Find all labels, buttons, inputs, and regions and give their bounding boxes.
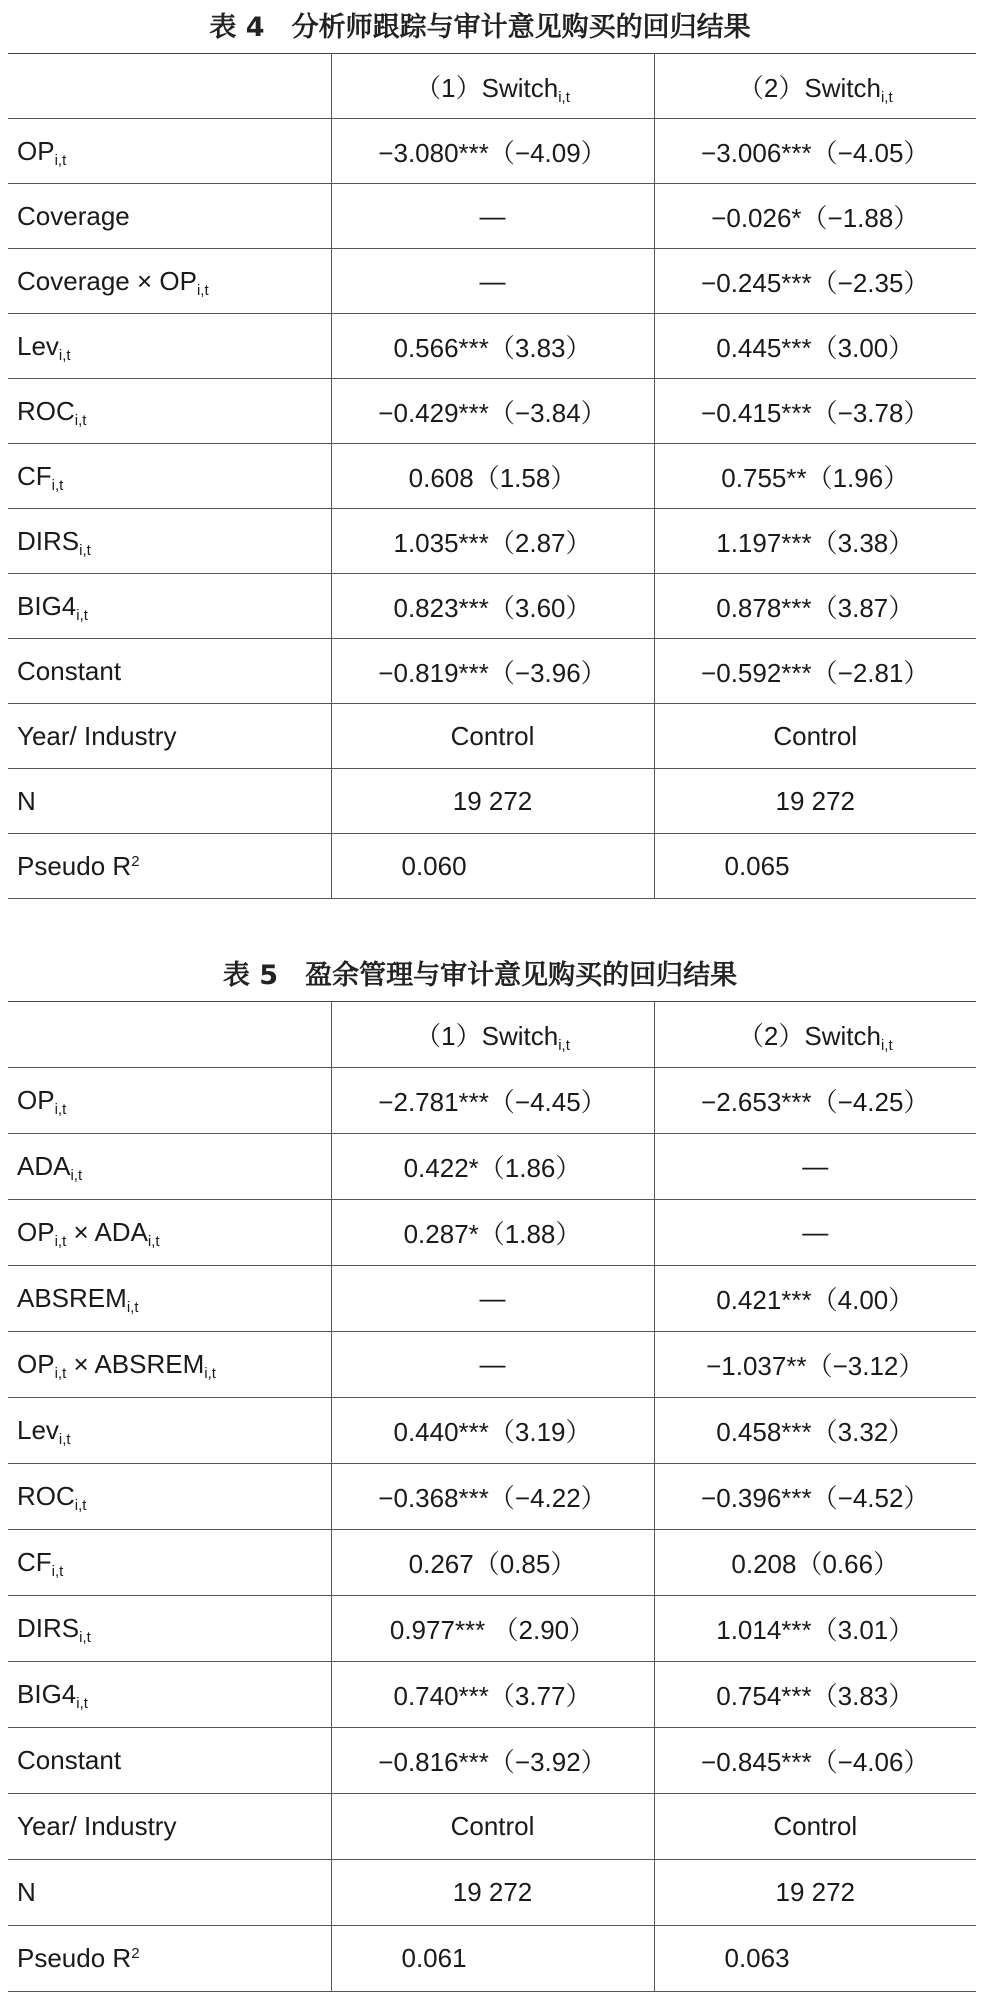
variable-name: OP xyxy=(17,1349,55,1379)
table-row xyxy=(8,184,976,249)
coef-cell-model-1: 0.566***（3.83） xyxy=(331,314,654,379)
coef-cell-model-2: — xyxy=(654,1200,976,1266)
variable-name: Year/ Industry xyxy=(17,720,177,751)
variable-subscript: i,t xyxy=(54,1233,67,1250)
header-row xyxy=(8,54,976,119)
coef-cell-model-1: 0.061 xyxy=(331,1926,654,1992)
row-label xyxy=(8,769,331,834)
variable-subscript: i,t xyxy=(51,1563,64,1580)
coef-cell-model-2: 0.208（0.66） xyxy=(654,1530,976,1596)
variable-subscript: i,t xyxy=(58,1431,71,1448)
coef-cell-model-2: 0.754***（3.83） xyxy=(654,1662,976,1728)
variable-superscript: 2 xyxy=(131,1945,140,1962)
header-cell-model-1 xyxy=(331,1002,654,1068)
table-row xyxy=(8,1860,976,1926)
coef-cell-model-2: — xyxy=(654,1134,976,1200)
header-cell-model-2 xyxy=(654,1002,976,1068)
coef-cell-model-2: −0.026*（−1.88） xyxy=(654,184,976,249)
table-row xyxy=(8,1266,976,1332)
header-subscript: i,t xyxy=(880,88,893,106)
variable-name: OP xyxy=(17,1085,55,1115)
coef-cell-model-2: Control xyxy=(654,1794,976,1860)
table-row xyxy=(8,509,976,574)
variable-name: ABSREM xyxy=(17,1283,127,1313)
coef-cell-model-2: 19 272 xyxy=(654,769,976,834)
variable-name: Lev xyxy=(17,1415,59,1445)
table-row xyxy=(8,1398,976,1464)
row-label xyxy=(8,1332,331,1398)
row-label xyxy=(8,1464,331,1530)
header-text: （1）Switch xyxy=(415,1021,559,1051)
coef-cell-model-1: — xyxy=(331,184,654,249)
coef-cell-model-1: −0.368***（−4.22） xyxy=(331,1464,654,1530)
table-row xyxy=(8,1200,976,1266)
variable-subscript: i,t xyxy=(74,1497,87,1514)
row-label xyxy=(8,314,331,379)
interaction-term: × ADA xyxy=(66,1217,148,1247)
coef-cell-model-2: 0.878***（3.87） xyxy=(654,574,976,639)
variable-subscript: i,t xyxy=(74,411,87,429)
variable-name: CF xyxy=(17,460,52,491)
coef-cell-model-2: −0.396***（−4.52） xyxy=(654,1464,976,1530)
variable-subscript: i,t xyxy=(76,606,88,624)
header-text: （2）Switch xyxy=(737,1021,881,1051)
row-label xyxy=(8,1596,331,1662)
coef-cell-model-2: 1.014***（3.01） xyxy=(654,1596,976,1662)
variable-name: Coverage × OP xyxy=(17,265,197,296)
variable-name: OP xyxy=(17,135,55,166)
row-label xyxy=(8,1662,331,1728)
variable-subscript: i,t xyxy=(126,1299,139,1316)
header-cell-blank xyxy=(8,54,331,119)
table-row xyxy=(8,119,976,184)
variable-subscript: i,t xyxy=(54,1365,67,1382)
coef-cell-model-2: −2.653***（−4.25） xyxy=(654,1068,976,1134)
row-label xyxy=(8,1860,331,1926)
row-label xyxy=(8,509,331,574)
header-subscript: i,t xyxy=(558,88,570,106)
coef-cell-model-2: 0.458***（3.32） xyxy=(654,1398,976,1464)
row-label xyxy=(8,639,331,704)
variable-subscript: i,t xyxy=(79,541,91,559)
variable-name: BIG4 xyxy=(17,590,77,621)
variable-subscript: i,t xyxy=(79,1629,91,1646)
coef-cell-model-1: 0.440***（3.19） xyxy=(331,1398,654,1464)
variable-name: N xyxy=(17,1877,36,1907)
row-label xyxy=(8,249,331,314)
variable-name: CF xyxy=(17,1547,52,1577)
variable-superscript: 2 xyxy=(131,852,140,870)
coef-cell-model-1: — xyxy=(331,249,654,314)
row-label xyxy=(8,1530,331,1596)
table5 xyxy=(8,1001,976,1992)
variable-name: Lev xyxy=(17,330,59,361)
header-cell-blank xyxy=(8,1002,331,1068)
table-row xyxy=(8,769,976,834)
coef-cell-model-1: Control xyxy=(331,1794,654,1860)
row-label xyxy=(8,574,331,639)
table-row xyxy=(8,1332,976,1398)
variable-subscript: i,t xyxy=(54,1101,67,1118)
coef-cell-model-1: 0.287*（1.88） xyxy=(331,1200,654,1266)
row-label xyxy=(8,1068,331,1134)
variable-name: DIRS xyxy=(17,1613,80,1643)
variable-name: ADA xyxy=(17,1151,71,1181)
row-label xyxy=(8,379,331,444)
table-row xyxy=(8,1662,976,1728)
table4-caption: 表 4 分析师跟踪与审计意见购买的回归结果 xyxy=(209,12,751,43)
interaction-subscript: i,t xyxy=(147,1233,160,1250)
coef-cell-model-1: 0.422*（1.86） xyxy=(331,1134,654,1200)
coef-cell-model-2: −0.245***（−2.35） xyxy=(654,249,976,314)
coef-cell-model-2: −1.037**（−3.12） xyxy=(654,1332,976,1398)
table-row xyxy=(8,704,976,769)
coef-cell-model-2: 0.063 xyxy=(654,1926,976,1992)
row-label xyxy=(8,704,331,769)
variable-name: N xyxy=(17,785,36,816)
interaction-subscript: i,t xyxy=(204,1365,216,1382)
table-row xyxy=(8,1068,976,1134)
coef-cell-model-2: −0.415***（−3.78） xyxy=(654,379,976,444)
table-row xyxy=(8,1728,976,1794)
coef-cell-model-2: 19 272 xyxy=(654,1860,976,1926)
coef-cell-model-1: −3.080***（−4.09） xyxy=(331,119,654,184)
coef-cell-model-1: 19 272 xyxy=(331,769,654,834)
variable-subscript: i,t xyxy=(51,476,64,494)
variable-name: Constant xyxy=(17,1745,122,1775)
variable-name: Pseudo R xyxy=(17,1943,132,1973)
table-row xyxy=(8,639,976,704)
variable-subscript: i,t xyxy=(70,1167,83,1184)
header-text: （1）Switch xyxy=(415,72,559,103)
header-subscript: i,t xyxy=(880,1037,893,1054)
table-row xyxy=(8,1794,976,1860)
variable-name: OP xyxy=(17,1217,55,1247)
coef-cell-model-2: 0.755**（1.96） xyxy=(654,444,976,509)
variable-name: Coverage xyxy=(17,200,130,231)
row-label xyxy=(8,1728,331,1794)
coef-cell-model-1: 0.823***（3.60） xyxy=(331,574,654,639)
row-label xyxy=(8,444,331,509)
coef-cell-model-1: — xyxy=(331,1332,654,1398)
variable-subscript: i,t xyxy=(196,281,209,299)
coef-cell-model-2: 0.065 xyxy=(654,834,976,899)
coef-cell-model-1: 0.608（1.58） xyxy=(331,444,654,509)
variable-name: Pseudo R xyxy=(17,850,132,881)
coef-cell-model-2: 1.197***（3.38） xyxy=(654,509,976,574)
coef-cell-model-1: 0.977*** （2.90） xyxy=(331,1596,654,1662)
table-row xyxy=(8,1134,976,1200)
coef-cell-model-2: 0.445***（3.00） xyxy=(654,314,976,379)
table-row xyxy=(8,1926,976,1992)
table-row xyxy=(8,249,976,314)
table-row xyxy=(8,1596,976,1662)
header-cell-model-1 xyxy=(331,54,654,119)
coef-cell-model-2: −0.845***（−4.06） xyxy=(654,1728,976,1794)
variable-subscript: i,t xyxy=(58,346,71,364)
table-row xyxy=(8,834,976,899)
header-subscript: i,t xyxy=(558,1037,570,1054)
row-label xyxy=(8,1134,331,1200)
coef-cell-model-2: −0.592***（−2.81） xyxy=(654,639,976,704)
coef-cell-model-1: 1.035***（2.87） xyxy=(331,509,654,574)
table-row xyxy=(8,444,976,509)
table-row xyxy=(8,1530,976,1596)
coef-cell-model-2: 0.421***（4.00） xyxy=(654,1266,976,1332)
table4 xyxy=(8,53,976,899)
coef-cell-model-1: Control xyxy=(331,704,654,769)
variable-name: Constant xyxy=(17,655,122,686)
coef-cell-model-1: — xyxy=(331,1266,654,1332)
row-label xyxy=(8,1926,331,1992)
variable-name: ROC xyxy=(17,1481,75,1511)
coef-cell-model-1: 19 272 xyxy=(331,1860,654,1926)
table-row xyxy=(8,379,976,444)
row-label xyxy=(8,1200,331,1266)
coef-cell-model-1: 0.060 xyxy=(331,834,654,899)
row-label xyxy=(8,1398,331,1464)
variable-name: DIRS xyxy=(17,525,80,556)
coef-cell-model-1: −0.816***（−3.92） xyxy=(331,1728,654,1794)
variable-subscript: i,t xyxy=(54,151,67,169)
row-label xyxy=(8,1794,331,1860)
row-label xyxy=(8,1266,331,1332)
coef-cell-model-1: 0.267（0.85） xyxy=(331,1530,654,1596)
variable-subscript: i,t xyxy=(76,1695,88,1712)
table-row xyxy=(8,314,976,379)
row-label xyxy=(8,184,331,249)
variable-name: Year/ Industry xyxy=(17,1811,177,1841)
header-cell-model-2 xyxy=(654,54,976,119)
row-label xyxy=(8,834,331,899)
coef-cell-model-2: Control xyxy=(654,704,976,769)
header-row xyxy=(8,1002,976,1068)
interaction-term: × ABSREM xyxy=(66,1349,205,1379)
coef-cell-model-1: −0.429***（−3.84） xyxy=(331,379,654,444)
row-label xyxy=(8,119,331,184)
variable-name: BIG4 xyxy=(17,1679,77,1709)
table-row xyxy=(8,1464,976,1530)
coef-cell-model-1: −2.781***（−4.45） xyxy=(331,1068,654,1134)
table5-caption: 表 5 盈余管理与审计意见购买的回归结果 xyxy=(222,960,738,991)
coef-cell-model-1: −0.819***（−3.96） xyxy=(331,639,654,704)
header-text: （2）Switch xyxy=(737,72,881,103)
variable-name: ROC xyxy=(17,395,75,426)
coef-cell-model-2: −3.006***（−4.05） xyxy=(654,119,976,184)
table-row xyxy=(8,574,976,639)
coef-cell-model-1: 0.740***（3.77） xyxy=(331,1662,654,1728)
